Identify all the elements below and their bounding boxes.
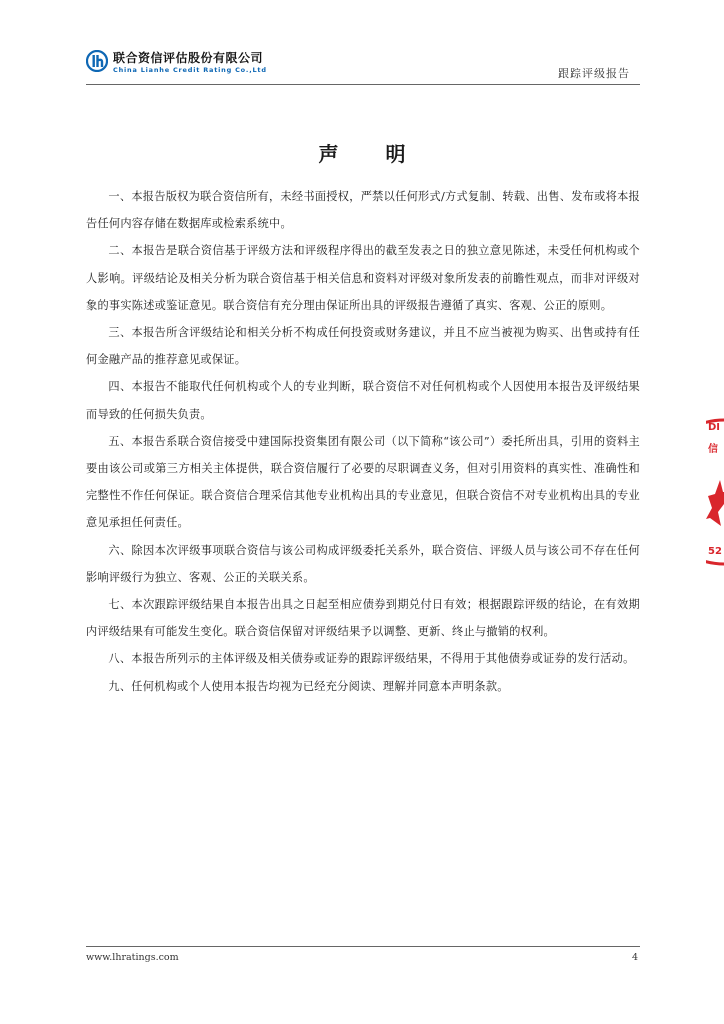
stamp-fragment-1: DI [708,422,721,433]
stamp-fragment-3: 52 [708,546,722,557]
stamp-fragment-2: 信 [708,444,718,455]
declaration-paragraph-1: 一、本报告版权为联合资信所有，未经书面授权，严禁以任何形式/方式复制、转载、出售、发布或将本报告任何内容存储在数据库或检索系统中。 [86,190,640,231]
company-name-en: China Lianhe Credit Rating Co.,Ltd [113,66,267,74]
declaration-paragraph-8: 八、本报告所列示的主体评级及相关债券或证券的跟踪评级结果，不得用于其他债券或证券的发行活动。 [108,652,635,666]
declaration-paragraph-9: 九、任何机构或个人使用本报告均视为已经充分阅读、理解并同意本声明条款。 [108,679,509,693]
declaration-paragraph-4: 四、本报告不能取代任何机构或个人的专业判断，联合资信不对任何机构或个人因使用本报告及评级结果而导致的任何损失负责。 [86,380,640,421]
page-header [86,44,640,85]
website-link[interactable]: www.lhratings.com [86,952,179,963]
declaration-paragraph-5: 五、本报告系联合资信接受中建国际投资集团有限公司（以下简称“该公司”）委托所出具，引用的资料主要由该公司或第三方相关主体提供，联合资信履行了必要的尽职调查义务，但对引用资料的真实性、准确性和完整性不作任何保证。联合资信合理采信其他专业机构出具的专业意见，但联合资信不对专业机构出具的专业意见承担任何责任。 [86,434,640,530]
declaration-paragraph-7: 七、本次跟踪评级结果自本报告出具之日起至相应债券到期兑付日有效；根据跟踪评级的结论，在有效期内评级结果有可能发生变化。联合资信保留对评级结果予以调整、更新、终止与撤销的权利。 [86,598,640,639]
declaration-paragraph-3: 三、本报告所含评级结论和相关分析不构成任何投资或财务建议，并且不应当被视为购买、出售或持有任何金融产品的推荐意见或保证。 [86,326,640,367]
report-type-label: 跟踪评级报告 [558,67,630,80]
declaration-body [86,183,640,700]
company-name-cn: 联合资信评估股份有限公司 [113,51,264,65]
page-title: 声 明 [318,142,426,166]
declaration-paragraph-6: 六、除因本次评级事项联合资信与该公司构成评级委托关系外，联合资信、评级人员与该公司不存在任何影响评级行为独立、客观、公正的关联关系。 [86,543,640,584]
page-footer [86,946,640,967]
lianhe-logo-icon [86,50,108,72]
declaration-paragraph-2: 二、本报告是联合资信基于评级方法和评级程序得出的截至发表之日的独立意见陈述，未受任何机构或个人影响。评级结论及相关分析为联合资信基于相关信息和资料对评级对象所发表的前瞻性观点，而非对评级对象的事实陈述或鉴证意见。联合资信有充分理由保证所出具的评级报告遵循了真实、客观、公正的原则。 [86,244,640,312]
page-number: 4 [631,952,638,963]
company-seal-stamp [706,418,724,566]
